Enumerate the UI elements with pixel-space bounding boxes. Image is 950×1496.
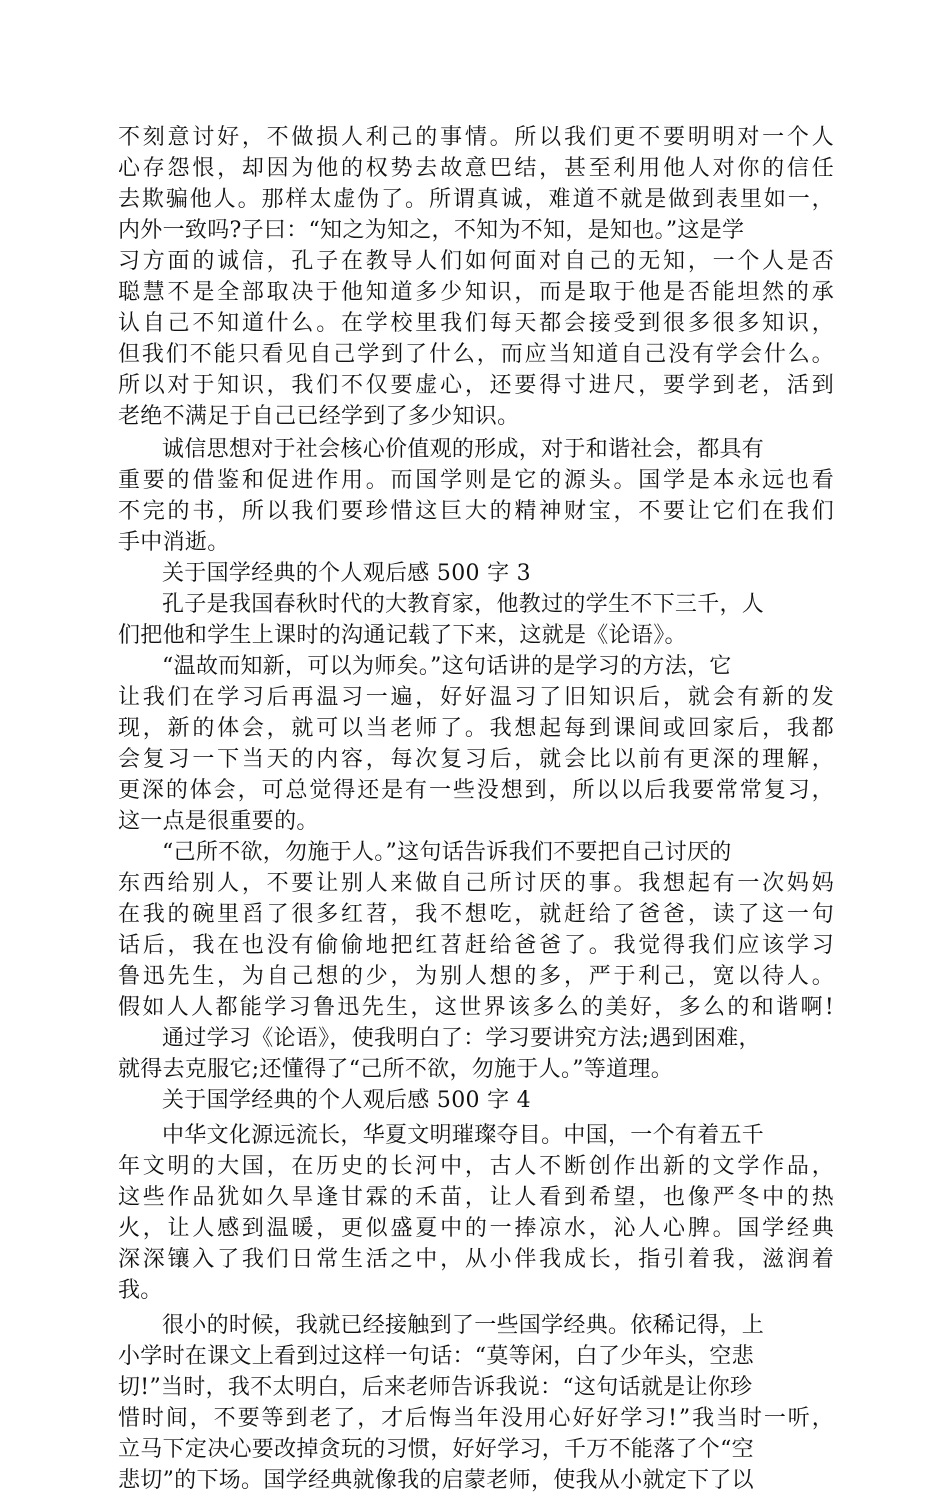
text-line: 所以对于知识，我们不仅要虚心，还要得寸进尺，要学到老，活到 bbox=[118, 373, 837, 398]
text-line: 立马下定决心要改掉贪玩的习惯，好好学习，千万不能落了个“空 bbox=[118, 1437, 754, 1462]
text-line: 悲切”的下场。国学经典就像我的启蒙老师，使我从小就定下了以 bbox=[118, 1468, 754, 1493]
text-line: 们把他和学生上课时的沟通记载了下来，这就是《论语》。 bbox=[118, 623, 687, 648]
text-line: 聪慧不是全部取决于他知道多少知识，而是取于他是否能坦然的承 bbox=[118, 280, 837, 305]
text-line: 年文明的大国，在历史的长河中，古人不断创作出新的文学作品， bbox=[118, 1154, 837, 1179]
text-line: 这一点是很重要的。 bbox=[118, 809, 319, 834]
text-line: 火，让人感到温暖，更似盛夏中的一捧凉水，沁人心脾。国学经典 bbox=[118, 1216, 837, 1241]
text-line: 很小的时候，我就已经接触到了一些国学经典。依稀记得，上 bbox=[162, 1313, 765, 1338]
text-line: 会复习一下当天的内容，每次复习后，就会比以前有更深的理解， bbox=[118, 747, 837, 772]
text-line: 这些作品犹如久旱逢甘霖的禾苗，让人看到希望，也像严冬中的热 bbox=[118, 1185, 837, 1210]
text-line: 重要的借鉴和促进作用。而国学则是它的源头。国学是本永远也看 bbox=[118, 468, 837, 493]
text-line: “己所不欲，勿施于人。”这句话告诉我们不要把自己讨厌的 bbox=[162, 840, 732, 865]
paragraph bbox=[118, 1310, 834, 1496]
text-line: 孔子是我国春秋时代的大教育家，他教过的学生不下三千，人 bbox=[162, 592, 765, 617]
text-line: 鲁迅先生，为自己想的少，为别人想的多，严于利己，宽以待人。 bbox=[118, 964, 837, 989]
text-line: 假如人人都能学习鲁迅先生，这世界该多么的美好，多么的和谐啊! bbox=[118, 995, 837, 1020]
text-line: 通过学习《论语》，使我明白了：学习要讲究方法;遇到困难， bbox=[162, 1026, 761, 1051]
text-line: 惜时间，不要等到老了，才后悔当年没用心好好学习!”我当时一听， bbox=[118, 1406, 836, 1431]
text-line: 更深的体会，可总觉得还是有一些没想到，所以以后我要常常复习， bbox=[118, 778, 836, 803]
paragraph bbox=[118, 1023, 834, 1085]
paragraph bbox=[118, 434, 837, 558]
text-line: 去欺骗他人。那样太虚伪了。所谓真诚，难道不就是做到表里如一， bbox=[118, 187, 836, 212]
text-line: 切!”当时，我不太明白，后来老师告诉我说：“这句话就是让你珍 bbox=[118, 1375, 753, 1400]
text-line: 诚信思想对于社会核心价值观的形成，对于和谐社会，都具有 bbox=[162, 437, 765, 462]
paragraph bbox=[118, 837, 837, 1023]
section-heading bbox=[118, 558, 834, 589]
paragraph bbox=[118, 589, 834, 651]
text-line: “温故而知新，可以为师矣。”这句话讲的是学习的方法，它 bbox=[162, 654, 732, 679]
text-line: 让我们在学习后再温习一遍，好好温习了旧知识后，就会有新的发 bbox=[118, 685, 837, 710]
text-line: 东西给别人，不要让别人来做自己所讨厌的事。我想起有一次妈妈 bbox=[118, 871, 837, 896]
text-line: 现，新的体会，就可以当老师了。我想起每到课间或回家后，我都 bbox=[118, 716, 837, 741]
text-line: 在我的碗里舀了很多红苕，我不想吃，就赶给了爸爸，读了这一句 bbox=[118, 902, 837, 927]
paragraph bbox=[118, 122, 837, 432]
text-line: 话后，我在也没有偷偷地把红苕赶给爸爸了。我觉得我们应该学习 bbox=[118, 933, 837, 958]
text-line: 就得去克服它;还懂得了“己所不欲，勿施于人。”等道理。 bbox=[118, 1057, 674, 1082]
text-line: 但我们不能只看见自己学到了什么，而应当知道自己没有学会什么。 bbox=[118, 342, 836, 367]
text-line: 老绝不满足于自己已经学到了多少知识。 bbox=[118, 404, 520, 429]
paragraph bbox=[118, 1120, 837, 1306]
document-page bbox=[118, 122, 837, 1496]
text-line: 习方面的诚信，孔子在教导人们如何面对自己的无知，一个人是否 bbox=[118, 249, 837, 274]
section-heading bbox=[118, 1085, 834, 1116]
text-line: 关于国学经典的个人观后感 500 字 4 bbox=[162, 1088, 531, 1113]
text-line: 小学时在课文上看到过这样一句话：“莫等闲，白了少年头，空悲 bbox=[118, 1344, 754, 1369]
text-line: 手中消逝。 bbox=[118, 530, 230, 555]
text-line: 我。 bbox=[118, 1278, 163, 1303]
text-line: 不刻意讨好，不做损人利己的事情。所以我们更不要明明对一个人 bbox=[118, 125, 837, 150]
text-line: 不完的书，所以我们要珍惜这巨大的精神财宝，不要让它们在我们 bbox=[118, 499, 837, 524]
text-line: 内外一致吗?子曰：“知之为知之，不知为不知，是知也。”这是学 bbox=[118, 218, 745, 243]
paragraph bbox=[118, 651, 837, 837]
text-line: 心存怨恨，却因为他的权势去故意巴结，甚至利用他人对你的信任 bbox=[118, 156, 837, 181]
text-line: 中华文化源远流长，华夏文明璀璨夺目。中国，一个有着五千 bbox=[162, 1123, 765, 1148]
text-line: 关于国学经典的个人观后感 500 字 3 bbox=[162, 561, 531, 586]
text-line: 认自己不知道什么。在学校里我们每天都会接受到很多很多知识， bbox=[118, 311, 837, 336]
text-line: 深深镶入了我们日常生活之中，从小伴我成长，指引着我，滋润着 bbox=[118, 1247, 837, 1272]
